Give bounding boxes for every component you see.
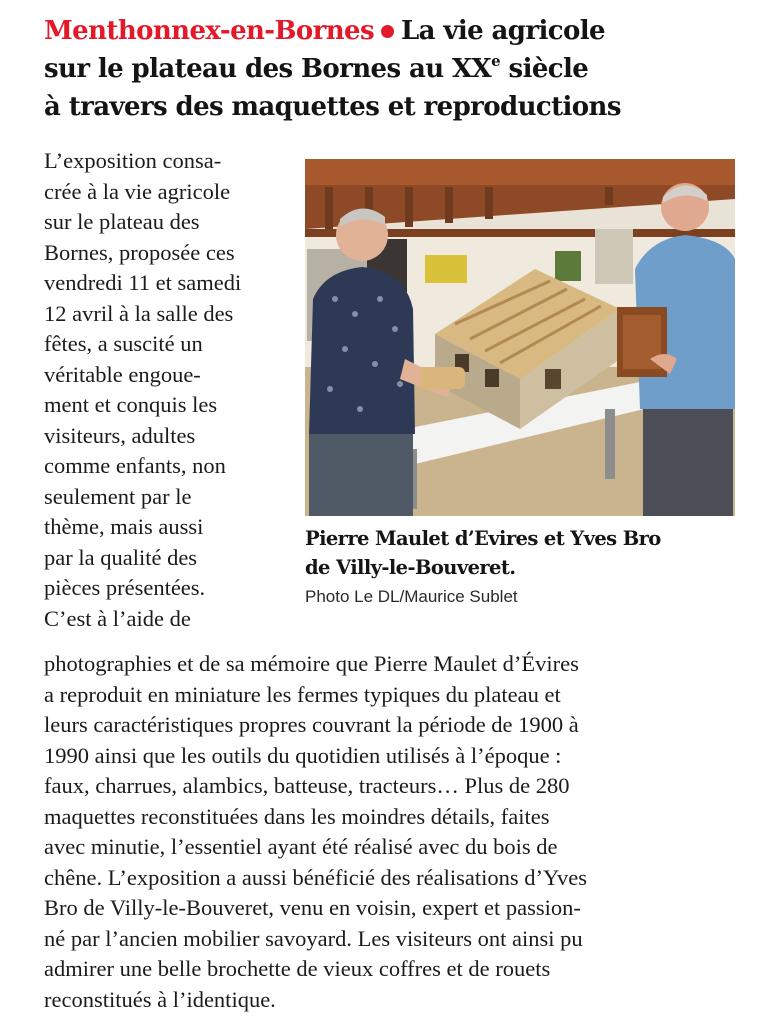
body-column-line: fêtes, a suscité un <box>44 331 203 356</box>
body-full-line: reconstitués à l’identique. <box>44 986 276 1012</box>
headline-line-3: à travers des maquettes et reproductions <box>44 92 621 122</box>
caption-line-1: Pierre Maulet d’Evires et Yves Bro <box>305 527 661 550</box>
headline-line-1 <box>44 12 744 50</box>
article-photo <box>305 159 735 516</box>
body-full-line: a reproduit en miniature les fermes typiques du plateau et <box>44 681 561 707</box>
body-column-line: vendredi 11 et samedi <box>44 270 242 295</box>
headline <box>44 12 744 126</box>
body-column-line: C’est à l’aide de <box>44 605 191 631</box>
locality-label: Menthonnex-en-Bornes <box>44 16 374 46</box>
body-full-line: photographies et de sa mémoire que Pierre Maulet d’Évires <box>44 651 579 676</box>
body-full-line: maquettes reconstituées dans les moindres détails, faites <box>44 803 550 829</box>
article-body-column <box>44 146 294 634</box>
body-column-line: véritable engoue- <box>44 361 201 387</box>
body-full-line: avec minutie, l’essentiel ayant été réalisé avec du bois de <box>44 834 558 859</box>
body-column-line: sur le plateau des <box>44 209 200 234</box>
body-full-line: leurs caractéristiques propres couvrant la période de 1900 à <box>44 712 579 737</box>
body-column-line: Bornes, proposée ces <box>44 239 235 265</box>
photo-credit: Photo Le DL/Maurice Sublet <box>305 587 518 606</box>
body-full-line: Bro de Villy-le-Bouveret, venu en voisin, expert et passion- <box>44 895 581 920</box>
caption-line-2: de Villy-le-Bouveret. <box>305 556 516 579</box>
headline-line-2-text: sur le plateau des Bornes au XX <box>44 54 492 84</box>
body-full-line: né par l’ancien mobilier savoyard. Les visiteurs ont ainsi pu <box>44 925 583 951</box>
body-column-line: crée à la vie agricole <box>44 178 231 204</box>
body-full-line: chêne. L’exposition a aussi bénéficié des réalisations d’Yves <box>44 864 587 890</box>
headline-line-2-end: siècle <box>500 54 589 84</box>
body-column-line: comme enfants, non <box>44 453 226 478</box>
photo-two-men-farm-model-icon <box>305 159 735 516</box>
headline-title-start: La vie agricole <box>401 16 605 46</box>
photo-caption <box>305 524 735 611</box>
body-column-line: thème, mais aussi <box>44 514 204 539</box>
body-column-line: 12 avril à la salle des <box>44 300 234 326</box>
body-column-line: ment et conquis les <box>44 392 218 417</box>
article-body-full-width <box>44 649 744 1015</box>
body-full-line: admirer une belle brochette de vieux coffres et de rouets <box>44 956 551 981</box>
century-superscript: e <box>491 52 501 70</box>
red-bullet-icon <box>381 25 394 38</box>
body-full-line: faux, charrues, alambics, batteuse, tracteurs… Plus de 280 <box>44 773 570 798</box>
body-column-line: L’exposition consa- <box>44 148 222 173</box>
body-column-line: seulement par le <box>44 483 192 509</box>
body-column-line: pièces présentées. <box>44 575 206 600</box>
body-full-line: 1990 ainsi que les outils du quotidien utilisés à l’époque : <box>44 742 562 768</box>
body-column-line: par la qualité des <box>44 544 198 570</box>
body-column-line: visiteurs, adultes <box>44 422 196 448</box>
headline-line-2 <box>44 50 744 88</box>
